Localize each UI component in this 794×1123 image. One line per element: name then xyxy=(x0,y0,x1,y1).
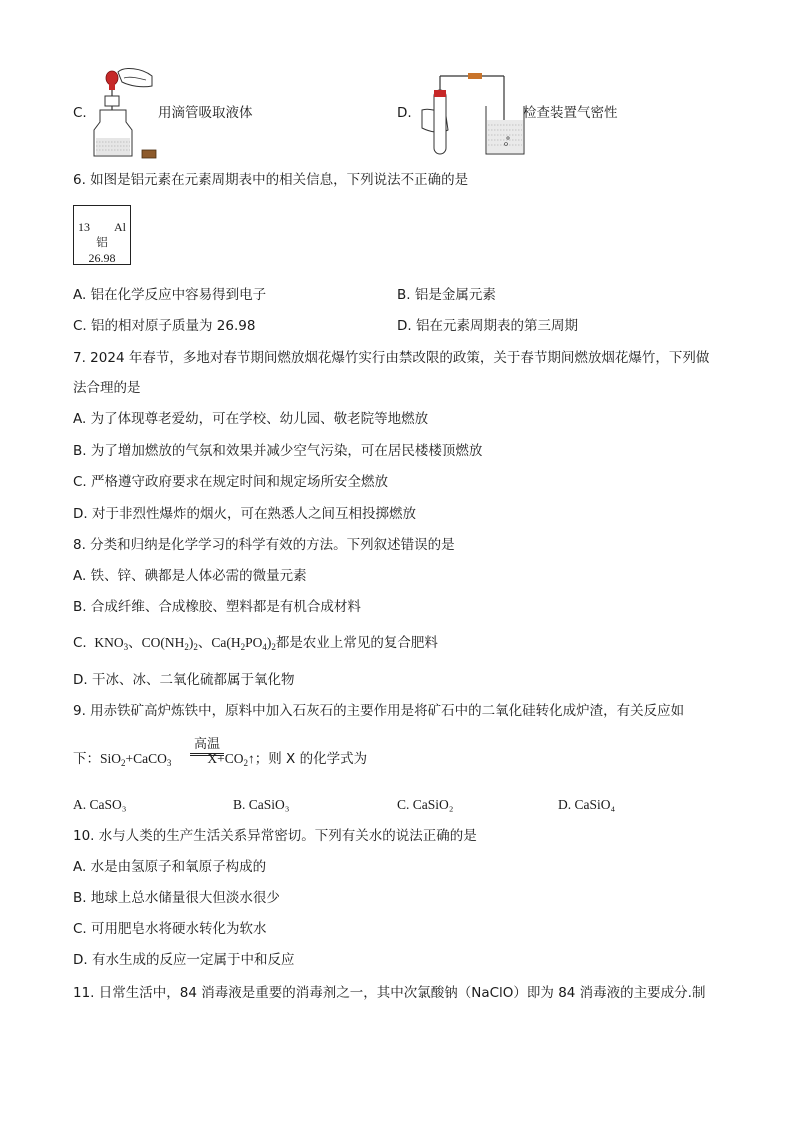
q8-option-c-suffix: 都是农业上常见的复合肥料 xyxy=(275,635,438,651)
atomic-number: 13 xyxy=(78,220,90,234)
q6-stem: 6. 如图是铝元素在元素周期表中的相关信息，下列说法不正确的是 xyxy=(73,172,469,188)
q7-stem-line1: 7. 2024 年春节，多地对春节期间燃放烟花爆竹实行由禁改限的政策，关于春节期间燃放烟花爆竹，下列做 xyxy=(73,350,710,366)
reaction-equals-sign xyxy=(190,753,224,756)
q6-option-d[interactable]: D. 铝在元素周期表的第三周期 xyxy=(397,318,578,334)
dropper-bottle-illustration xyxy=(90,66,160,162)
q11-stem: 11. 日常生活中，84 消毒液是重要的消毒剂之一，其中次氯酸钠（NaClO）即为 84 消毒液的主要成分.制 xyxy=(73,985,706,1001)
q9-option-c[interactable]: C. CaSiO₂ xyxy=(397,797,454,812)
q7-option-c[interactable]: C. 严格遵守政府要求在规定时间和规定场所安全燃放 xyxy=(73,474,389,490)
q7-option-a[interactable]: A. 为了体现尊老爱幼，可在学校、幼儿园、敬老院等地燃放 xyxy=(73,411,429,427)
reaction-condition: 高温 xyxy=(193,737,220,752)
q10-stem: 10. 水与人类的生产生活关系异常密切。下列有关水的说法正确的是 xyxy=(73,828,477,844)
q6-option-a[interactable]: A. 铝在化学反应中容易得到电子 xyxy=(73,287,267,303)
q10-option-c[interactable]: C. 可用肥皂水将硬水转化为软水 xyxy=(73,921,267,937)
q9-option-a[interactable]: A. CaSO₃ xyxy=(73,797,127,812)
q10-option-a[interactable]: A. 水是由氢原子和氧原子构成的 xyxy=(73,859,267,875)
airtightness-apparatus-illustration xyxy=(418,70,528,158)
q9-option-b[interactable]: B. CaSiO₃ xyxy=(233,797,290,812)
q8-option-a[interactable]: A. 铁、锌、碘都是人体必需的微量元素 xyxy=(73,568,307,584)
q7-option-b[interactable]: B. 为了增加燃放的气氛和效果并减少空气污染，可在居民楼楼顶燃放 xyxy=(73,443,483,459)
q5-option-c-text: 用滴管吸取液体 xyxy=(158,105,253,121)
q5-option-c-label[interactable]: C. xyxy=(73,105,87,121)
q8-option-b[interactable]: B. 合成纤维、合成橡胶、塑料都是有机合成材料 xyxy=(73,599,361,615)
q8-option-d[interactable]: D. 干冰、冰、二氧化硫都属于氧化物 xyxy=(73,672,295,688)
q9-prefix: 下： xyxy=(73,751,100,767)
equation-products: $X+CO_2↑$ xyxy=(207,751,255,768)
q5-option-d-label[interactable]: D. xyxy=(397,105,412,121)
q9-stem-line1: 9. 用赤铁矿高炉炼铁中，原料中加入石灰石的主要作用是将矿石中的二氧化硅转化成炉渣，有关反应如 xyxy=(73,703,685,719)
q8-option-c-label: C. xyxy=(73,635,87,651)
equation-reactants: SiO$_2$+CaCO$_3$ xyxy=(100,751,172,768)
element-symbol: Al xyxy=(114,220,126,234)
q9-suffix: ；则 X 的化学式为 xyxy=(254,751,368,767)
q9-option-d[interactable]: D. CaSiO₄ xyxy=(558,797,616,812)
q7-stem-line2: 法合理的是 xyxy=(73,380,141,396)
q7-option-d[interactable]: D. 对于非烈性爆炸的烟火，可在熟悉人之间互相投掷燃放 xyxy=(73,506,416,522)
element-name: 铝 xyxy=(96,237,108,249)
q5-option-d-text: 检查装置气密性 xyxy=(523,105,618,121)
q10-option-b[interactable]: B. 地球上总水储量很大但淡水很少 xyxy=(73,890,280,906)
q8-stem: 8. 分类和归纳是化学学习的科学有效的方法。下列叙述错误的是 xyxy=(73,537,455,553)
aluminum-periodic-card xyxy=(73,205,131,265)
q6-option-c[interactable]: C. 铝的相对原子质量为 26.98 xyxy=(73,318,256,334)
fertilizer-formulas: $KNO_3$、$CO(NH_2)_2$、$Ca(H_2PO_4)_2$ xyxy=(91,635,276,652)
q8-option-c[interactable] xyxy=(73,634,438,656)
q6-option-b[interactable]: B. 铝是金属元素 xyxy=(397,287,496,303)
q10-option-d[interactable]: D. 有水生成的反应一定属于中和反应 xyxy=(73,952,295,968)
atomic-mass: 26.98 xyxy=(88,251,116,265)
